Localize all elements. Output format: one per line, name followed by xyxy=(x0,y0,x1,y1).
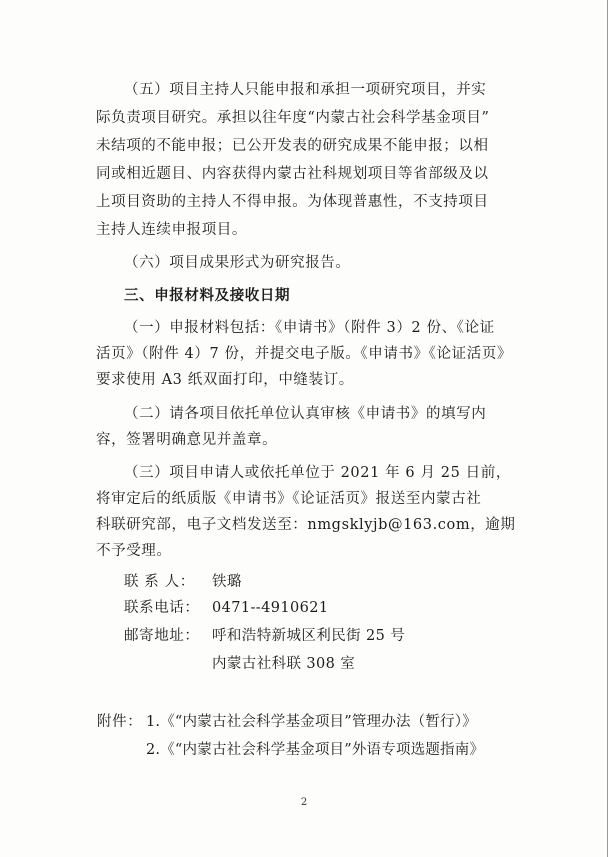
paragraph-line: 同或相近题目、内容获得内蒙古社科规划项目等省部级及以 xyxy=(96,166,489,182)
attachments-label: 附件： xyxy=(97,714,143,730)
contact-phone-value: 0471--4910621 xyxy=(212,600,329,616)
paragraph-line: 容，签署明确意见并盖章。 xyxy=(96,432,278,448)
section-heading: 三、申报材料及接收日期 xyxy=(124,288,291,304)
contact-person-label: 联 系 人： xyxy=(124,574,195,590)
paragraph-line: 将审定后的纸质版《申请书》《论证活页》报送至内蒙古社 xyxy=(96,491,482,507)
paragraph-line: 上项目资助的主持人不得申报。为体现普惠性，不支持项目 xyxy=(96,194,489,210)
paragraph-line: （一）申报材料包括：《申请书》（附件 3）2 份、《论证 xyxy=(124,320,495,336)
attachment-item: 2.《“内蒙古社会科学基金项目”外语专项选题指南》 xyxy=(146,742,485,758)
contact-address-line2: 内蒙古社科联 308 室 xyxy=(212,656,356,672)
paragraph-line: 要求使用 A3 纸双面打印，中缝装订。 xyxy=(96,372,354,388)
paragraph-line: 未结项的不能申报；已公开发表的研究成果不能申报；以相 xyxy=(96,138,489,154)
paragraph-line: 活页》（附件 4）7 份，并提交电子版。《申请书》《论证活页》 xyxy=(96,346,513,362)
paragraph-line: 不予受理。 xyxy=(96,543,172,559)
paragraph-line: （五）项目主持人只能申报和承担一项研究项目，并实 xyxy=(124,82,487,98)
page-number: 2 xyxy=(300,797,308,808)
contact-address-line1: 呼和浩特新城区利民街 25 号 xyxy=(212,628,406,644)
contact-phone-label: 联系电话： xyxy=(124,600,200,616)
paragraph-line: 际负责项目研究。承担以往年度“内蒙古社会科学基金项目” xyxy=(96,110,490,126)
contact-person-value: 铁璐 xyxy=(212,574,242,590)
attachment-item: 1.《“内蒙古社会科学基金项目”管理办法（暂行）》 xyxy=(146,714,477,730)
paragraph-line: （三）项目申请人或依托单位于 2021 年 6 月 25 日前， xyxy=(124,465,511,481)
paragraph-line: 主持人连续申报项目。 xyxy=(96,222,247,238)
paragraph-line: （六）项目成果形式为研究报告。 xyxy=(124,255,351,271)
paragraph-line: 科联研究部，电子文档发送至：nmgsklyjb@163.com，逾期 xyxy=(96,517,516,533)
contact-address-label: 邮寄地址： xyxy=(124,628,200,644)
paragraph-line: （二）请各项目依托单位认真审核《申请书》的填写内 xyxy=(124,406,487,422)
